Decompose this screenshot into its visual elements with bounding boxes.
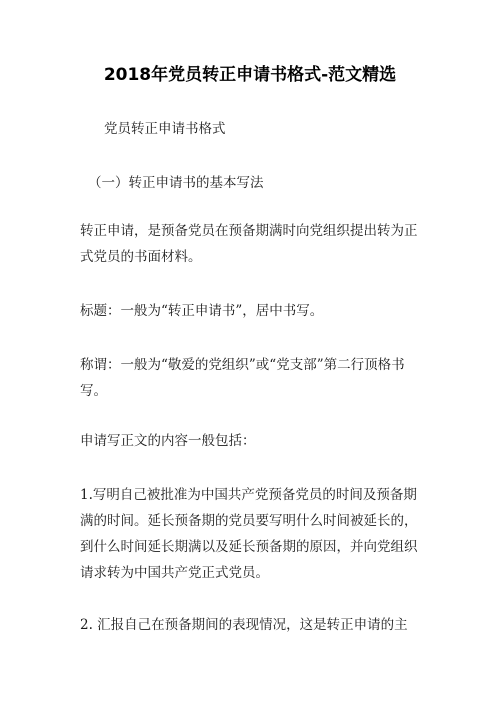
paragraph-salutation-rule: 称谓：一般为“敬爱的党组织”或“党支部”第二行顶格书写。 [80, 357, 405, 399]
paragraph-item-2: 2. 汇报自己在预备期间的表现情况，这是转正申请的主 [80, 617, 408, 633]
paragraph-item-1: 1.写明自己被批准为中国共产党预备党员的时间及预备期满的时间。延长预备期的党员要写明什么时间被延长的，到什么时间延长期满以及延长预备期的原因，并向党组织请求转为中国共产党正式党员。 [80, 487, 418, 581]
paragraph-definition: 转正申请，是预备党员在预备期满时向党组织提出转为正式党员的书面材料。 [80, 223, 418, 265]
subsection-heading: （一）转正申请书的基本写法 [88, 175, 264, 191]
paragraph-title-rule: 标题：一般为“转正申请书”，居中书写。 [80, 303, 324, 319]
document-title: 2018年党员转正申请书格式-范文精选 [103, 65, 397, 85]
section-heading: 党员转正申请书格式 [104, 121, 226, 137]
paragraph-body-intro: 申请写正文的内容一般包括： [80, 433, 256, 449]
